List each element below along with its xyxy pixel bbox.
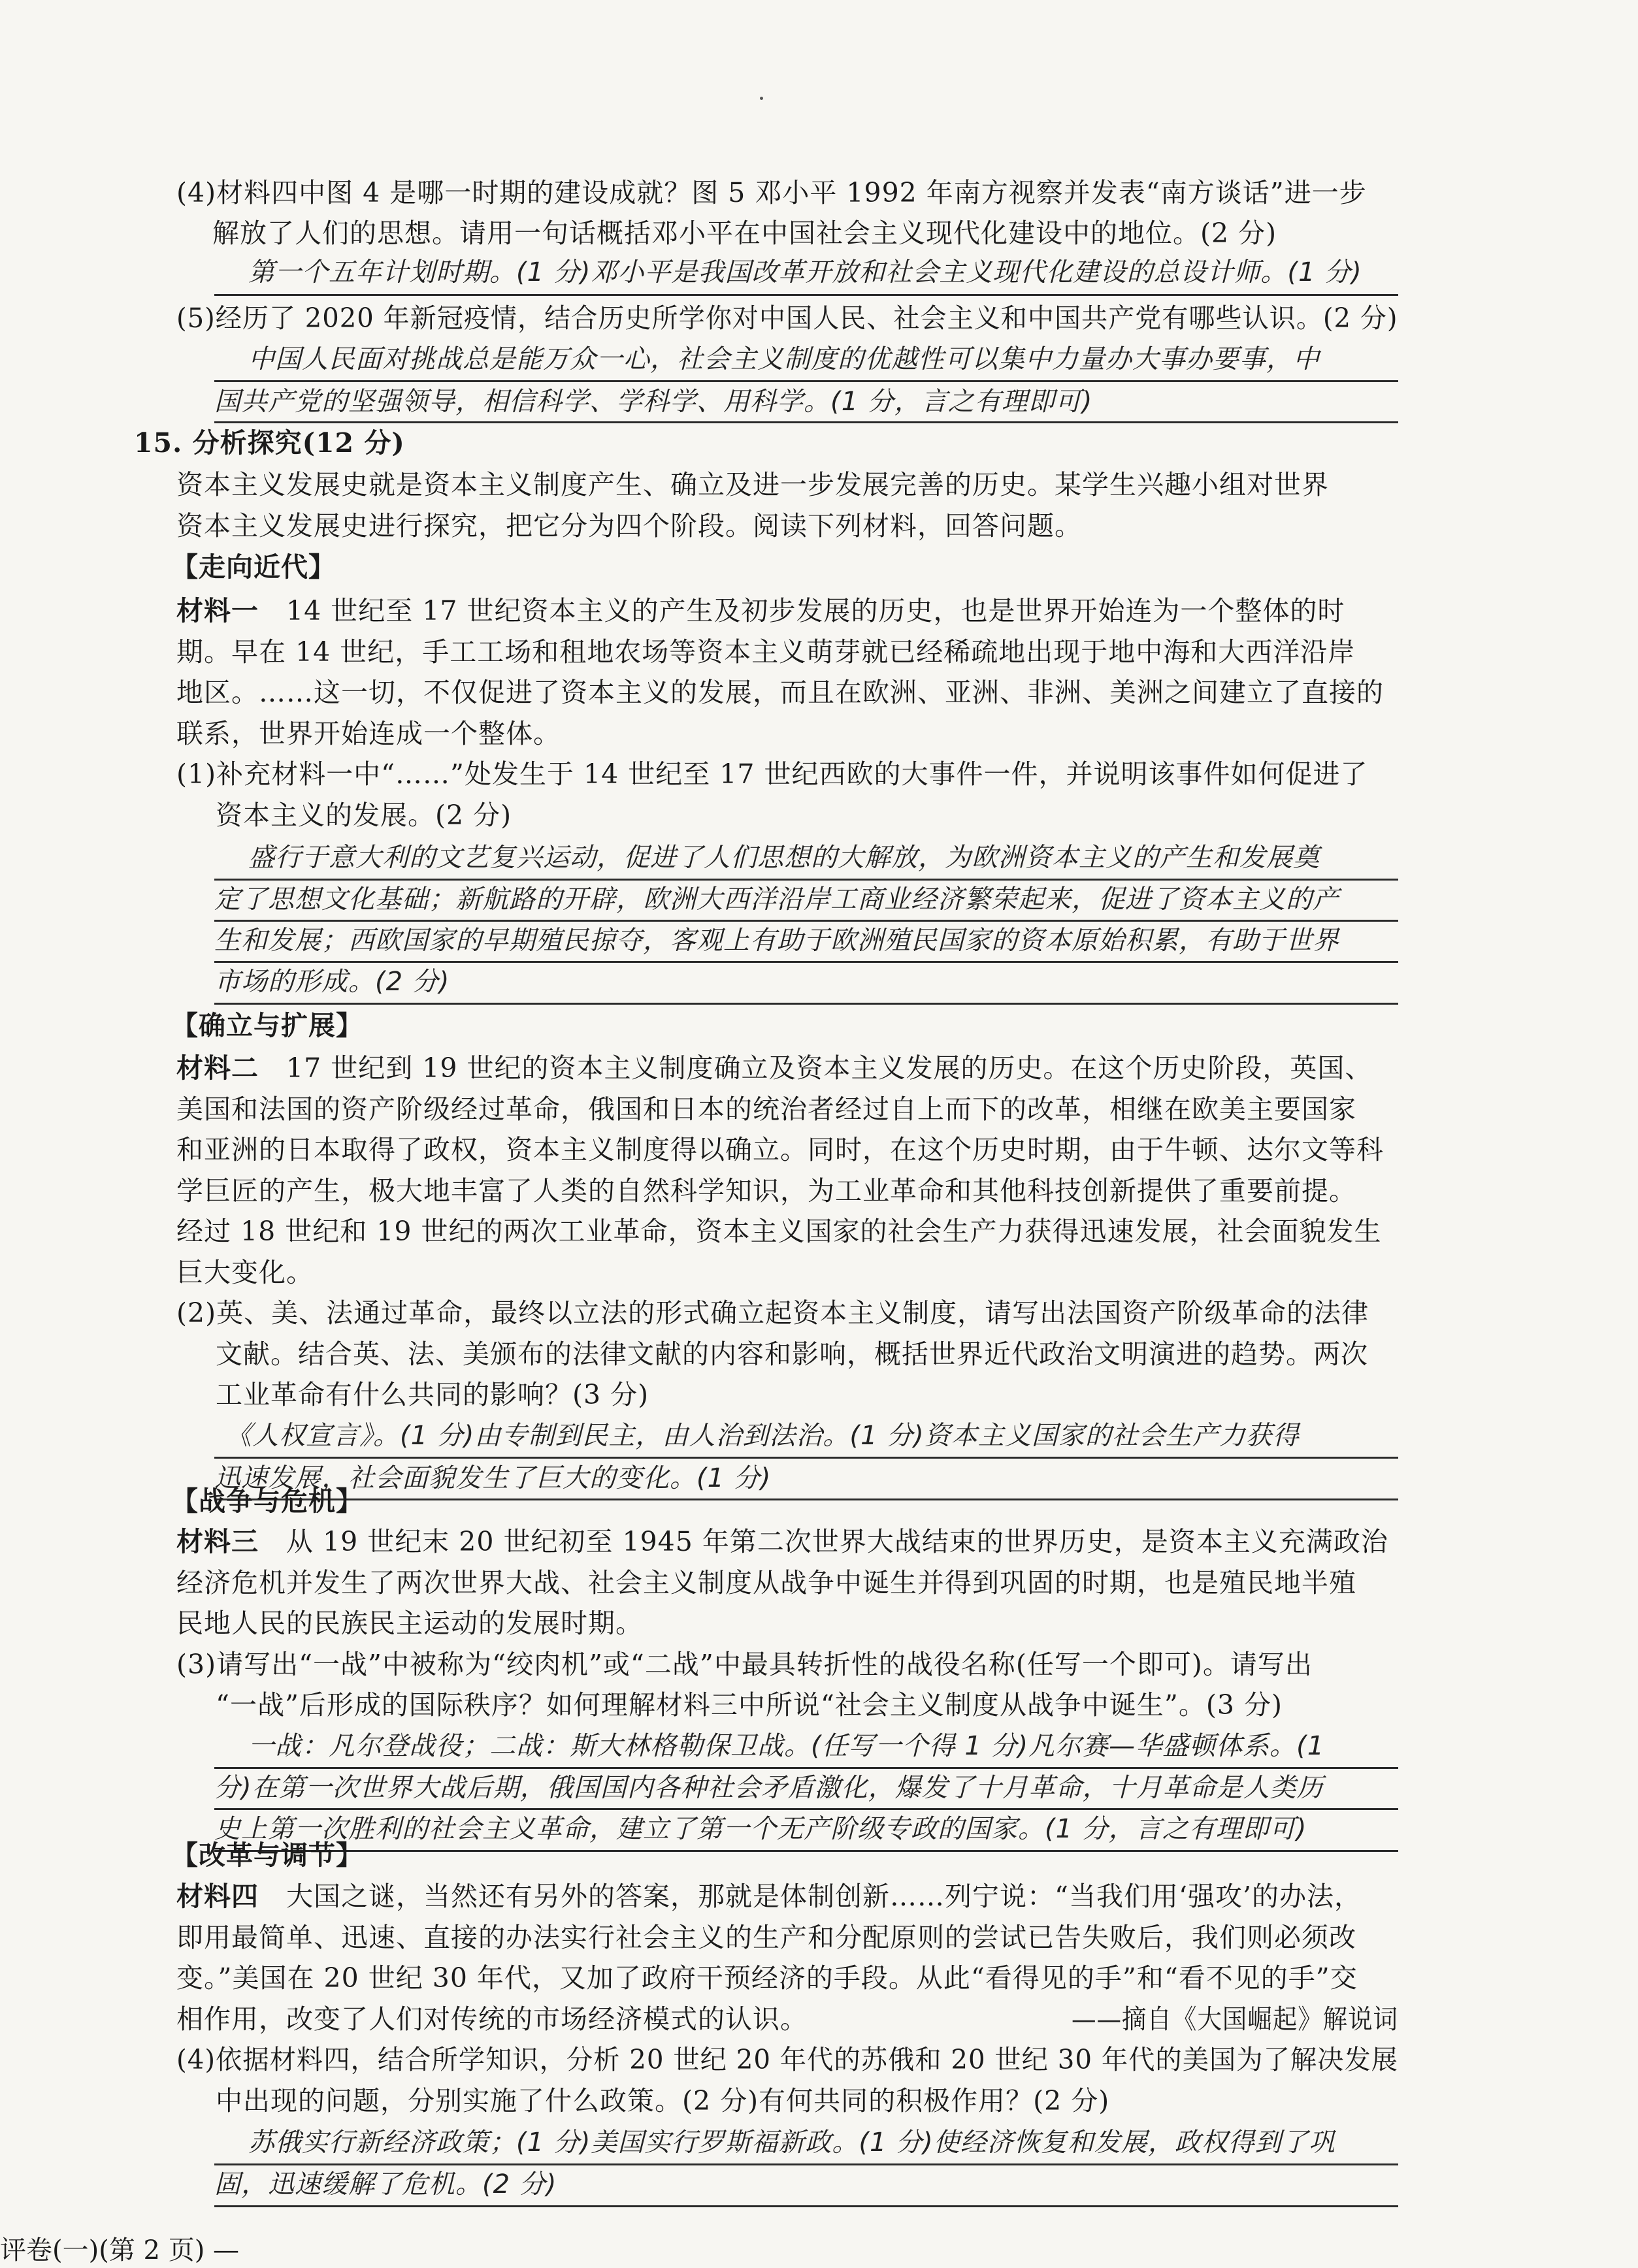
material-1-line1: 材料一 14 世纪至 17 世纪资本主义的产生及初步发展的历史，也是世界开始连为一个整体的时 bbox=[176, 595, 1345, 626]
q15-part3-answer-2: 分)在第一次世界大战后期，俄国国内各种社会矛盾激化，爆发了十月革命，十月革命是人类历 bbox=[214, 1773, 1324, 1803]
q15-intro-cont: 资本主义发展史进行探究，把它分为四个阶段。阅读下列材料，回答问题。 bbox=[176, 510, 1082, 542]
q15-part1-answer-1: 盛行于意大利的文艺复兴运动，促进了人们思想的大解放，为欧洲资本主义的产生和发展奠 bbox=[248, 843, 1320, 873]
q14-part4-question: (4)材料四中图 4 是哪一时期的建设成就？图 5 邓小平 1992 年南方视察并发表“南方谈话”进一步 bbox=[176, 177, 1367, 208]
material-2-line6: 巨大变化。 bbox=[176, 1257, 314, 1288]
scan-dot bbox=[760, 97, 763, 100]
material-4-line1: 材料四 大国之谜，当然还有另外的答案，那就是体制创新……列宁说：“当我们用‘强攻’的办法， bbox=[176, 1881, 1362, 1912]
q15-part3-question: (3)请写出“一战”中被称为“绞肉机”或“二战”中最具转折性的战役名称(任写一个即可)。请写出 bbox=[176, 1649, 1313, 1680]
q15-part2-answer-2: 迅速发展，社会面貌发生了巨大的变化。(1 分) bbox=[214, 1463, 772, 1493]
answer-line bbox=[214, 1498, 1398, 1500]
q15-part2-question: (2)英、美、法通过革命，最终以立法的形式确立起资本主义制度，请写出法国资产阶级革命的法律 bbox=[176, 1297, 1369, 1329]
section-header-reform: 【改革与调节】 bbox=[171, 1839, 363, 1871]
section-header-modern: 【走向近代】 bbox=[171, 551, 336, 583]
material-2-line1: 材料二 17 世纪到 19 世纪的资本主义制度确立及资本主义发展的历史。在这个历史阶段，英国、 bbox=[176, 1052, 1373, 1084]
q15-part4-question: (4)依据材料四，结合所学知识，分析 20 世纪 20 年代的苏俄和 20 世纪 30 年代的美国为了解决发展 bbox=[176, 2044, 1399, 2075]
q15-part3-answer-1: 一战：凡尔登战役；二战：斯大林格勒保卫战。(任写一个得 1 分)凡尔赛—华盛顿体系。(1 bbox=[248, 1731, 1325, 1761]
material-1-label: 材料一 bbox=[176, 595, 259, 626]
material-3-line2: 经济危机并发生了两次世界大战、社会主义制度从战争中诞生并得到巩固的时期，也是殖民地半殖 bbox=[176, 1567, 1356, 1598]
section-header-establish: 【确立与扩展】 bbox=[171, 1010, 363, 1041]
material-3-line1: 材料三 从 19 世纪末 20 世纪初至 1945 年第二次世界大战结束的世界历史，是资本主义充满政治 bbox=[176, 1526, 1388, 1557]
material-2-line2: 美国和法国的资产阶级经过革命，俄国和日本的统治者经过自上而下的改革，相继在欧美主要国家 bbox=[176, 1094, 1356, 1125]
q15-part4-question-cont: 中出现的问题，分别实施了什么政策。(2 分)有何共同的积极作用？(2 分) bbox=[216, 2085, 1110, 2116]
material-1-line4: 联系，世界开始连成一个整体。 bbox=[176, 718, 561, 749]
material-3-label: 材料三 bbox=[176, 1526, 259, 1557]
answer-line bbox=[214, 2205, 1398, 2207]
q14-part5-question: (5)经历了 2020 年新冠疫情，结合历史所学你对中国人民、社会主义和中国共产党有哪些认识。(2 分) bbox=[176, 302, 1398, 334]
q15-part1-question-cont: 资本主义的发展。(2 分) bbox=[216, 800, 512, 831]
q15-part1-question: (1)补充材料一中“……”处发生于 14 世纪至 17 世纪西欧的大事件一件，并说明该事件如何促进了 bbox=[176, 758, 1368, 790]
question-15-title: 15. 分析探究(12 分) bbox=[134, 427, 405, 459]
material-2-line3: 和亚洲的日本取得了政权，资本主义制度得以确立。同时，在这个历史时期，由于牛顿、达尔文等科 bbox=[176, 1134, 1384, 1165]
answer-line bbox=[214, 1003, 1398, 1005]
q15-part1-answer-2: 定了思想文化基础；新航路的开辟，欧洲大西洋沿岸工商业经济繁荣起来，促进了资本主义的产 bbox=[214, 884, 1339, 915]
q15-part1-answer-4: 市场的形成。(2 分) bbox=[214, 967, 450, 997]
material-3-line3: 民地人民的民族民主运动的发展时期。 bbox=[176, 1608, 643, 1639]
material-2-line4: 学巨匠的产生，极大地丰富了人类的自然科学知识，为工业革命和其他科技创新提供了重要前提。 bbox=[176, 1175, 1356, 1207]
q15-part1-answer-3: 生和发展；西欧国家的早期殖民掠夺，客观上有助于欧洲殖民国家的资本原始积累，有助于世界 bbox=[214, 926, 1339, 956]
answer-line bbox=[214, 1850, 1398, 1852]
q14-part5-answer-cont: 国共产党的坚强领导，相信科学、学科学、用科学。(1 分，言之有理即可) bbox=[214, 387, 1093, 417]
material-4-source: ——摘自《大国崛起》解说词 bbox=[1072, 2003, 1399, 2035]
material-4-line3: 变。”美国在 20 世纪 30 年代，又加了政府干预经济的手段。从此“看得见的手”和“看不见的手”交 bbox=[176, 1962, 1358, 1994]
q15-part2-question-cont2: 工业革命有什么共同的影响？(3 分) bbox=[216, 1379, 649, 1410]
q15-intro: 资本主义发展史就是资本主义制度产生、确立及进一步发展完善的历史。某学生兴趣小组对世界 bbox=[176, 469, 1329, 500]
q15-part4-answer-2: 固，迅速缓解了危机。(2 分) bbox=[214, 2169, 557, 2199]
q14-part4-question-cont: 解放了人们的思想。请用一句话概括邓小平在中国社会主义现代化建设中的地位。(2 分) bbox=[212, 218, 1277, 249]
q14-part4-answer: 第一个五年计划时期。(1 分)邓小平是我国改革开放和社会主义现代化建设的总设计师。(1 分) bbox=[248, 257, 1362, 287]
page-footer: 评卷(一)(第 2 页) — bbox=[0, 2235, 240, 2265]
q15-part3-question-cont: “一战”后形成的国际秩序？如何理解材料三中所说“社会主义制度从战争中诞生”。(3 分) bbox=[216, 1689, 1283, 1721]
material-1-line3: 地区。……这一切，不仅促进了资本主义的发展，而且在欧洲、亚洲、非洲、美洲之间建立了直接的 bbox=[176, 677, 1384, 708]
material-4-line2: 即用最简单、迅速、直接的办法实行社会主义的生产和分配原则的尝试已告失败后，我们则必须改 bbox=[176, 1922, 1356, 1953]
q15-part3-answer-3: 史上第一次胜利的社会主义革命，建立了第一个无产阶级专政的国家。(1 分，言之有理即可) bbox=[214, 1814, 1307, 1844]
material-4-line4: 相作用，改变了人们对传统的市场经济模式的认识。 bbox=[176, 2003, 808, 2035]
q15-part2-question-cont: 文献。结合英、法、美颁布的法律文献的内容和影响，概括世界近代政治文明演进的趋势。两次 bbox=[216, 1338, 1368, 1370]
material-2-line5: 经过 18 世纪和 19 世纪的两次工业革命，资本主义国家的社会生产力获得迅速发展，社会面貌发生 bbox=[176, 1216, 1382, 1247]
answer-line bbox=[214, 294, 1398, 296]
material-4-label: 材料四 bbox=[176, 1881, 259, 1912]
q15-part4-answer-1: 苏俄实行新经济政策；(1 分)美国实行罗斯福新政。(1 分)使经济恢复和发展，政权得到了巩 bbox=[248, 2128, 1335, 2158]
q15-part2-answer-1: 《人权宣言》。(1 分)由专制到民主，由人治到法治。(1 分)资本主义国家的社会生产力获得 bbox=[225, 1421, 1300, 1451]
material-1-line2: 期。早在 14 世纪，手工工场和租地农场等资本主义萌芽就已经稀疏地出现于地中海和大西洋沿岸 bbox=[176, 636, 1356, 668]
material-2-label: 材料二 bbox=[176, 1052, 259, 1084]
section-header-war: 【战争与危机】 bbox=[171, 1485, 363, 1517]
q14-part5-answer: 中国人民面对挑战总是能万众一心，社会主义制度的优越性可以集中力量办大事办要事，中 bbox=[248, 344, 1320, 374]
